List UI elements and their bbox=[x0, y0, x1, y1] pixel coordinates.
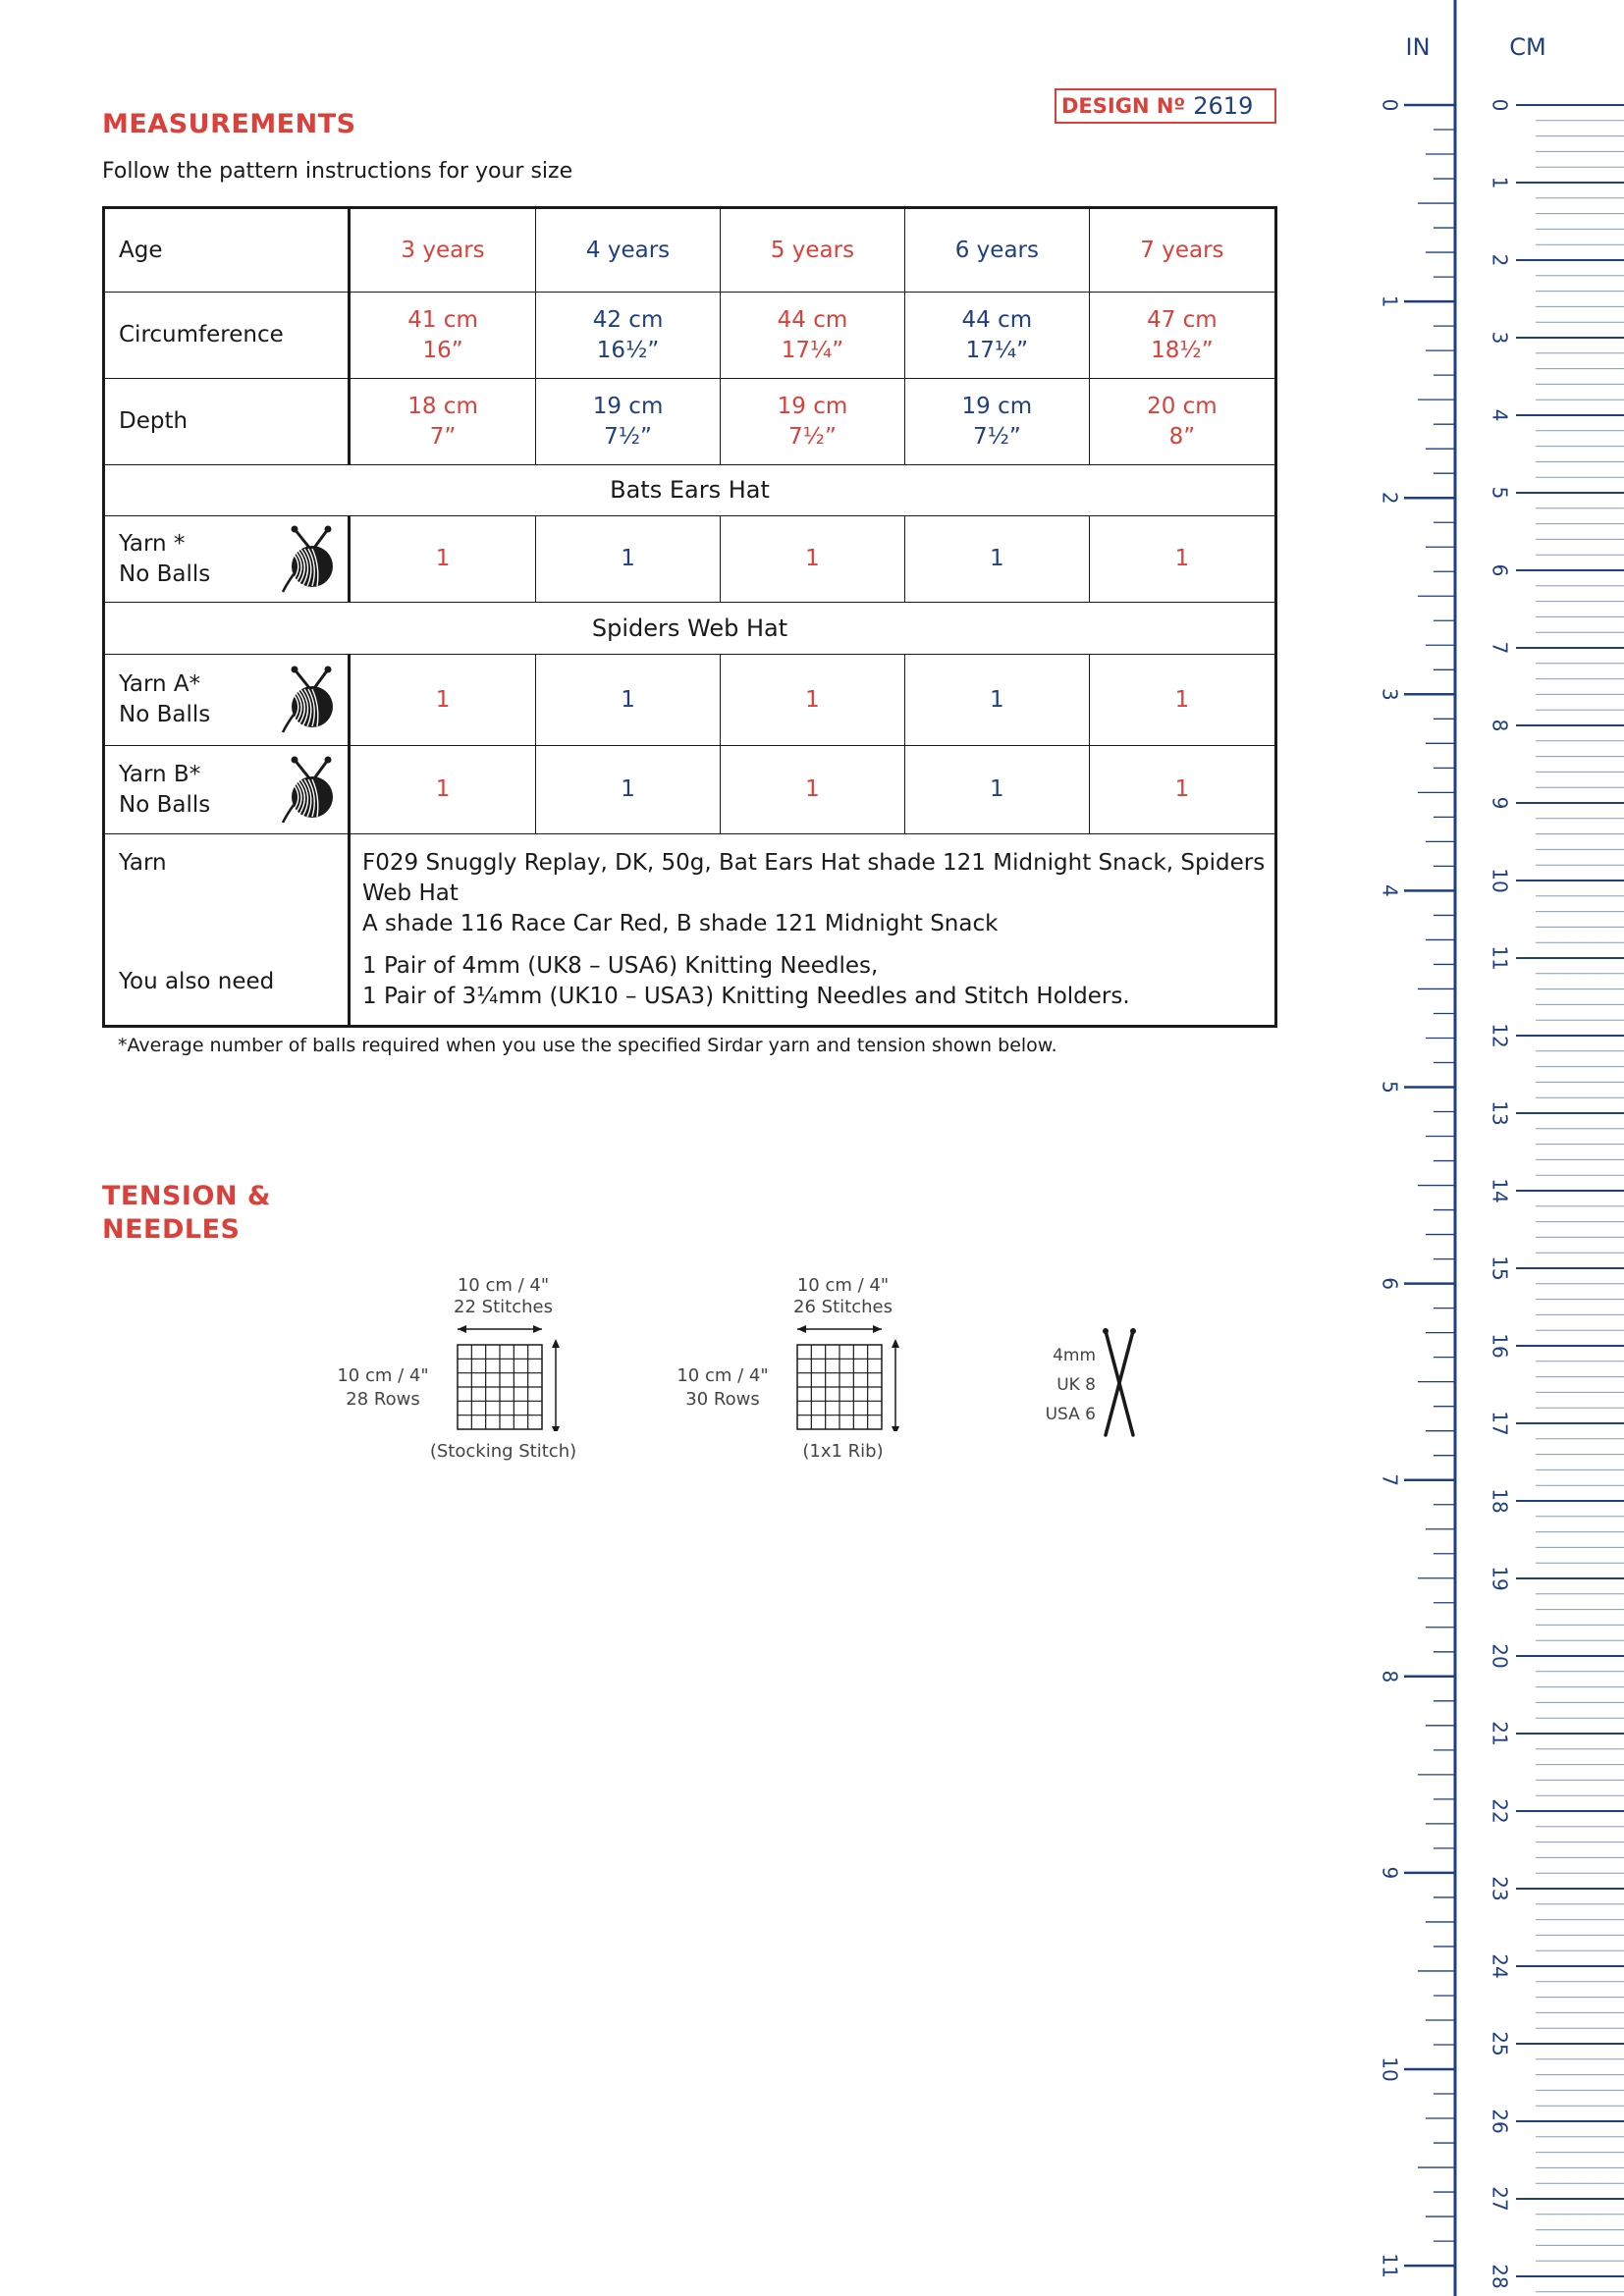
circumference-cell: 42 cm 16½” bbox=[536, 293, 721, 379]
design-number-box bbox=[1055, 88, 1276, 124]
circumference-label: Circumference bbox=[104, 293, 350, 379]
ruler-inch-label: 10 bbox=[1378, 2056, 1402, 2082]
design-label: DESIGN Nº bbox=[1061, 94, 1186, 118]
swatch2-caption: (1x1 Rib) bbox=[802, 1441, 884, 1462]
ruler-cm-label: 2 bbox=[1488, 253, 1512, 267]
ruler-cm-label: 8 bbox=[1488, 719, 1512, 732]
ruler-cm-label: 17 bbox=[1488, 1411, 1512, 1436]
bats-ears-hat-heading: Bats Ears Hat bbox=[104, 465, 1276, 516]
ruler-cm-label: 0 bbox=[1488, 98, 1512, 112]
measuring-ruler bbox=[1355, 0, 1624, 2296]
size-6-years: 6 years bbox=[904, 208, 1089, 293]
needle-size-mm: 4mm bbox=[1053, 1346, 1096, 1365]
ruler-cm-label: 9 bbox=[1488, 796, 1512, 810]
swatch2-width-labels: 10 cm / 4" 26 Stitches bbox=[793, 1275, 893, 1317]
knitting-needles-icon bbox=[1098, 1327, 1141, 1439]
needle-size-usa: USA 6 bbox=[1045, 1405, 1096, 1424]
ruler-cm-label: 3 bbox=[1488, 331, 1512, 345]
depth-cell: 19 cm 7½” bbox=[721, 379, 905, 465]
balls-label: No Balls bbox=[119, 561, 211, 587]
balls-cell: 1 bbox=[350, 516, 536, 603]
ruler-cm-label: 5 bbox=[1488, 486, 1512, 500]
balls-cell: 1 bbox=[1089, 746, 1275, 834]
ruler-inch-label: 8 bbox=[1378, 1670, 1402, 1683]
ruler-inch-label: 3 bbox=[1378, 687, 1402, 701]
ruler-inch-label: 7 bbox=[1378, 1473, 1402, 1487]
ruler-cm-label: 11 bbox=[1488, 945, 1512, 971]
depth-cell: 19 cm 7½” bbox=[904, 379, 1089, 465]
circumference-cell: 44 cm 17¼” bbox=[721, 293, 905, 379]
ruler-inch-label: 2 bbox=[1378, 491, 1402, 505]
yarn-info-row bbox=[104, 834, 1276, 940]
tension-grid-icon bbox=[793, 1323, 911, 1431]
size-7-years: 7 years bbox=[1089, 208, 1275, 293]
balls-cell: 1 bbox=[536, 655, 721, 746]
size-3-years: 3 years bbox=[350, 208, 536, 293]
balls-cell: 1 bbox=[350, 746, 536, 834]
age-row bbox=[104, 208, 1276, 293]
yarn-b-label-cell bbox=[104, 746, 350, 834]
yarn-ball-needles-icon bbox=[281, 525, 338, 594]
ruler-cm-label: 19 bbox=[1488, 1566, 1512, 1591]
balls-cell: 1 bbox=[904, 655, 1089, 746]
balls-cell: 1 bbox=[721, 655, 905, 746]
spiders-section-row bbox=[104, 603, 1276, 655]
balls-cell: 1 bbox=[536, 746, 721, 834]
balls-label: No Balls bbox=[119, 791, 211, 818]
ruler-cm-label: 6 bbox=[1488, 563, 1512, 577]
tension-grid-icon bbox=[454, 1323, 571, 1431]
balls-cell: 1 bbox=[536, 516, 721, 603]
ruler-cm-label: 15 bbox=[1488, 1255, 1512, 1281]
ruler-cm-label: 27 bbox=[1488, 2186, 1512, 2212]
swatch1-height-labels: 10 cm / 4" 28 Rows bbox=[337, 1365, 429, 1410]
design-number: 2619 bbox=[1193, 92, 1254, 120]
ruler-inch-label: 9 bbox=[1378, 1866, 1402, 1880]
circumference-cell: 44 cm 17¼” bbox=[904, 293, 1089, 379]
ruler-cm-label: 25 bbox=[1488, 2031, 1512, 2056]
ruler-cm-label: 22 bbox=[1488, 1798, 1512, 1824]
swatch1-caption: (Stocking Stitch) bbox=[429, 1441, 577, 1462]
ruler-cm-label: 1 bbox=[1488, 176, 1512, 189]
ruler-inch-label: 1 bbox=[1378, 294, 1402, 308]
depth-label: Depth bbox=[104, 379, 350, 465]
balls-cell: 1 bbox=[904, 746, 1089, 834]
yarn-info-text: F029 Snuggly Replay, DK, 50g, Bat Ears Hat shade 121 Midnight Snack, Spiders Web Hat A shade 116 Race Car Red, B shade 121 Midnight Snack bbox=[350, 834, 1276, 940]
balls-cell: 1 bbox=[350, 655, 536, 746]
circumference-cell: 47 cm 18½” bbox=[1089, 293, 1275, 379]
ruler-cm-label: 10 bbox=[1488, 868, 1512, 893]
spiders-web-hat-heading: Spiders Web Hat bbox=[104, 603, 1276, 655]
swatch1-width-labels: 10 cm / 4" 22 Stitches bbox=[454, 1275, 553, 1317]
depth-cell: 19 cm 7½” bbox=[536, 379, 721, 465]
yarn-a-label-cell bbox=[104, 655, 350, 746]
ruler-cm-label: CM bbox=[1509, 33, 1546, 61]
balls-cell: 1 bbox=[1089, 516, 1275, 603]
ruler-cm-label: 18 bbox=[1488, 1488, 1512, 1514]
balls-cell: 1 bbox=[904, 516, 1089, 603]
measurements-title: MEASUREMENTS bbox=[102, 109, 356, 139]
circumference-row bbox=[104, 293, 1276, 379]
ruler-cm-label: 24 bbox=[1488, 1953, 1512, 1979]
swatch2-height-labels: 10 cm / 4" 30 Rows bbox=[677, 1365, 769, 1410]
ruler-inch-label: 0 bbox=[1378, 98, 1402, 112]
yarn-ball-needles-icon bbox=[281, 666, 338, 734]
ruler-cm-label: 20 bbox=[1488, 1643, 1512, 1669]
yarn-b-label: Yarn B* bbox=[119, 761, 201, 787]
ruler-inch-label: 11 bbox=[1378, 2253, 1402, 2278]
balls-label: No Balls bbox=[119, 702, 211, 727]
ruler-cm-label: 4 bbox=[1488, 408, 1512, 422]
yarn-info-label: Yarn bbox=[104, 834, 350, 940]
needle-sizes bbox=[1031, 1341, 1096, 1429]
also-need-text: 1 Pair of 4mm (UK8 – USA6) Knitting Needles, 1 Pair of 3¼mm (UK10 – USA3) Knitting Needles and Stitch Holders. bbox=[350, 939, 1276, 1026]
yarn-row bbox=[104, 516, 1276, 603]
also-need-label: You also need bbox=[104, 939, 350, 1026]
size-5-years: 5 years bbox=[721, 208, 905, 293]
bats-section-row bbox=[104, 465, 1276, 516]
balls-cell: 1 bbox=[1089, 655, 1275, 746]
ruler-cm-label: 14 bbox=[1488, 1178, 1512, 1203]
balls-cell: 1 bbox=[721, 746, 905, 834]
yarn-a-label: Yarn A* bbox=[119, 671, 201, 697]
also-need-row bbox=[104, 939, 1276, 1026]
depth-row bbox=[104, 379, 1276, 465]
ruler-in-label: IN bbox=[1405, 33, 1431, 61]
ruler-cm-label: 21 bbox=[1488, 1721, 1512, 1746]
circumference-cell: 41 cm 16” bbox=[350, 293, 536, 379]
depth-cell: 18 cm 7” bbox=[350, 379, 536, 465]
size-4-years: 4 years bbox=[536, 208, 721, 293]
ruler-cm-label: 26 bbox=[1488, 2109, 1512, 2134]
ruler-cm-label: 28 bbox=[1488, 2264, 1512, 2289]
age-label: Age bbox=[104, 208, 350, 293]
ruler-cm-label: 7 bbox=[1488, 641, 1512, 655]
yarn-a-row bbox=[104, 655, 1276, 746]
footnote: *Average number of balls required when you use the specified Sirdar yarn and tension shown below. bbox=[118, 1035, 1057, 1056]
tension-needles-title: TENSION & NEEDLES bbox=[102, 1181, 271, 1245]
yarn-label-cell bbox=[104, 516, 350, 603]
yarn-label: Yarn * bbox=[119, 530, 186, 557]
yarn-b-row bbox=[104, 746, 1276, 834]
yarn-ball-needles-icon bbox=[281, 756, 338, 825]
measurements-table bbox=[102, 206, 1277, 1028]
ruler-cm-label: 23 bbox=[1488, 1876, 1512, 1901]
ruler-inch-label: 5 bbox=[1378, 1081, 1402, 1094]
needle-size-uk: UK 8 bbox=[1056, 1375, 1096, 1395]
depth-cell: 20 cm 8” bbox=[1089, 379, 1275, 465]
ruler-cm-label: 13 bbox=[1488, 1100, 1512, 1126]
ruler-inch-label: 6 bbox=[1378, 1277, 1402, 1290]
ruler-inch-label: 4 bbox=[1378, 884, 1402, 897]
ruler-cm-label: 16 bbox=[1488, 1333, 1512, 1359]
ruler-cm-label: 12 bbox=[1488, 1023, 1512, 1048]
balls-cell: 1 bbox=[721, 516, 905, 603]
intro-text: Follow the pattern instructions for your size bbox=[102, 159, 573, 184]
